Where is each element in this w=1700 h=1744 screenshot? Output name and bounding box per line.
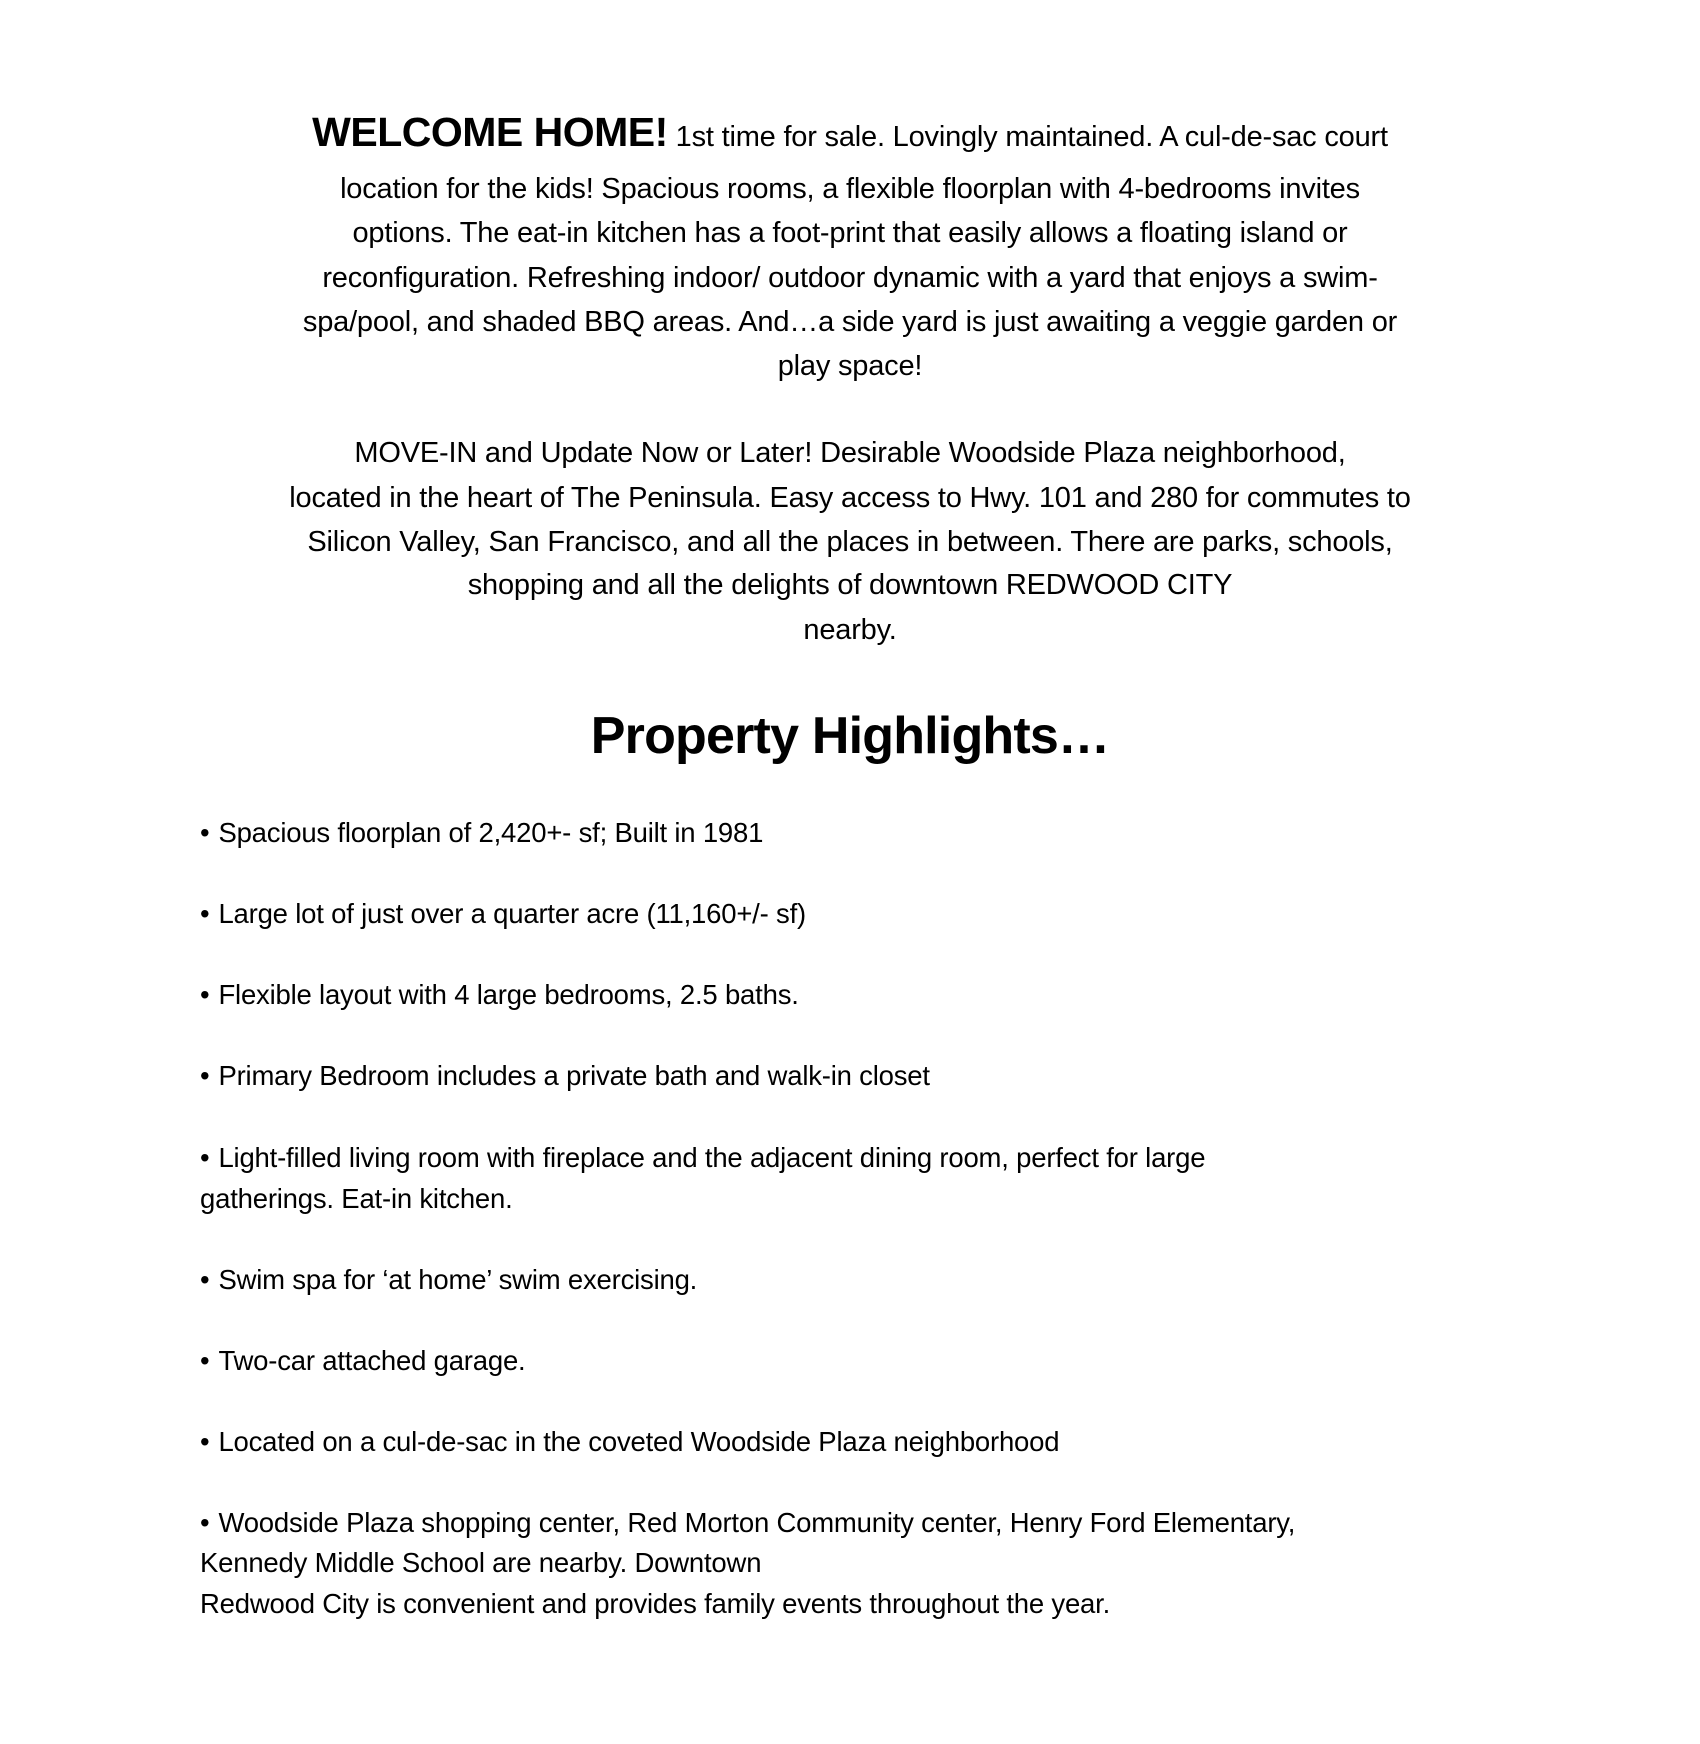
- location-line: shopping and all the delights of downtown REDWOOD CITY: [467, 569, 1233, 601]
- highlight-text: Two-car attached garage.: [218, 1345, 526, 1376]
- bullet-icon: •: [200, 979, 210, 1010]
- highlight-continuation: Redwood City is convenient and provides family events throughout the year.: [200, 1588, 1111, 1619]
- bullet-icon: •: [200, 817, 210, 848]
- highlight-item: [200, 1344, 525, 1378]
- intro-line: options. The eat-in kitchen has a foot-print that easily allows a floating island or: [352, 217, 1348, 249]
- highlight-text: Spacious floorplan of 2,420+- sf; Built in 1981: [218, 817, 764, 848]
- highlight-continuation: Kennedy Middle School are nearby. Downtown: [200, 1547, 762, 1578]
- location-line: Silicon Valley, San Francisco, and all the places in between. There are parks, schools,: [307, 526, 1393, 558]
- highlight-text: Located on a cul-de-sac in the coveted Woodside Plaza neighborhood: [218, 1426, 1060, 1457]
- highlight-item: [200, 1263, 697, 1297]
- highlight-item: [200, 816, 763, 850]
- highlight-item: [200, 1059, 930, 1093]
- intro-line: [0, 109, 1700, 155]
- bullet-icon: •: [200, 1507, 210, 1538]
- highlight-text: Primary Bedroom includes a private bath and walk-in closet: [218, 1060, 930, 1091]
- highlight-item: [200, 978, 799, 1012]
- highlight-item: [200, 1425, 1059, 1459]
- bullet-icon: •: [200, 1345, 210, 1376]
- highlights-heading: Property Highlights…: [590, 707, 1110, 765]
- intro-line: play space!: [777, 350, 923, 382]
- intro-line: reconfiguration. Refreshing indoor/ outdoor dynamic with a yard that enjoys a swim-: [322, 262, 1378, 294]
- highlight-continuation: gatherings. Eat-in kitchen.: [200, 1183, 513, 1214]
- bullet-icon: •: [200, 1142, 210, 1173]
- location-line: located in the heart of The Peninsula. Easy access to Hwy. 101 and 280 for commutes to: [289, 482, 1411, 514]
- welcome-headline: WELCOME HOME!: [312, 109, 668, 155]
- intro-line: spa/pool, and shaded BBQ areas. And…a side yard is just awaiting a veggie garden or: [302, 306, 1398, 338]
- bullet-icon: •: [200, 1264, 210, 1295]
- bullet-icon: •: [200, 1060, 210, 1091]
- highlight-item: [200, 1506, 1295, 1540]
- location-line: nearby.: [803, 614, 897, 646]
- intro-line-text: 1st time for sale. Lovingly maintained. A cul-de-sac court: [667, 121, 1388, 153]
- highlight-text: Woodside Plaza shopping center, Red Morton Community center, Henry Ford Elementary,: [218, 1507, 1296, 1538]
- highlight-item: [200, 897, 806, 931]
- bullet-icon: •: [200, 1426, 210, 1457]
- location-line: MOVE-IN and Update Now or Later! Desirable Woodside Plaza neighborhood,: [354, 437, 1346, 469]
- highlight-text: Large lot of just over a quarter acre (11,160+/- sf): [218, 898, 806, 929]
- highlight-item: [200, 1141, 1205, 1175]
- highlight-text: Flexible layout with 4 large bedrooms, 2.5 baths.: [218, 979, 799, 1010]
- intro-line: location for the kids! Spacious rooms, a flexible floorplan with 4-bedrooms invites: [340, 173, 1360, 205]
- highlight-text: Swim spa for ‘at home’ swim exercising.: [218, 1264, 698, 1295]
- bullet-icon: •: [200, 898, 210, 929]
- highlight-text: Light-filled living room with fireplace and the adjacent dining room, perfect for large: [218, 1142, 1206, 1173]
